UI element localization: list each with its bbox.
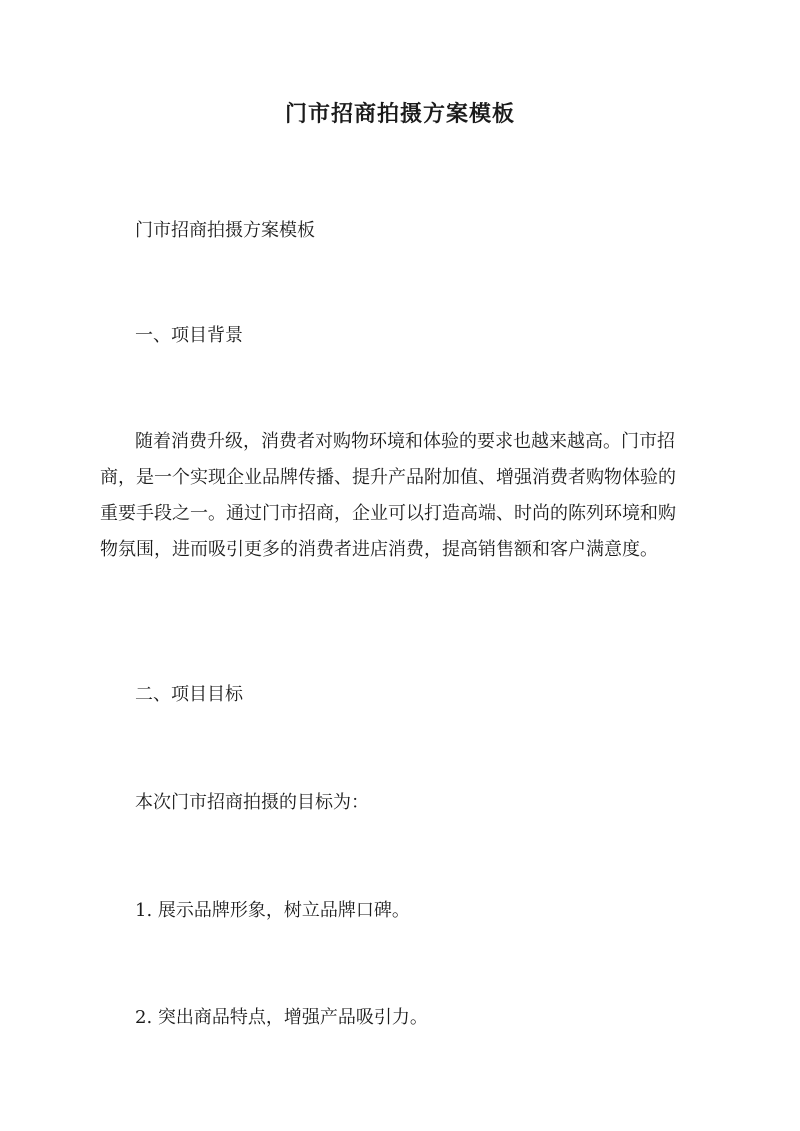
document-title: 门市招商拍摄方案模板: [284, 101, 515, 127]
paragraph-line: 随着消费升级，消费者对购物环境和体验的要求也越来越高。门市招: [135, 431, 675, 452]
section-heading-background: 一、项目背景: [135, 325, 243, 346]
paragraph-line: 物氛围，进而吸引更多的消费者进店消费，提高销售额和客户满意度。: [100, 539, 658, 560]
paragraph-line: 商，是一个实现企业品牌传播、提升产品附加值、增强消费者购物体验的: [100, 467, 676, 488]
paragraph-line: 重要手段之一。通过门市招商，企业可以打造高端、时尚的陈列环境和购: [100, 503, 676, 524]
goals-intro: 本次门市招商拍摄的目标为：: [135, 792, 369, 813]
background-paragraph: [100, 424, 700, 568]
goal-item-2: 2. 突出商品特点，增强产品吸引力。: [135, 1007, 428, 1028]
document-subtitle: 门市招商拍摄方案模板: [135, 220, 315, 241]
goal-item-1: 1. 展示品牌形象，树立品牌口碑。: [135, 900, 410, 921]
section-heading-goals: 二、项目目标: [135, 684, 243, 705]
